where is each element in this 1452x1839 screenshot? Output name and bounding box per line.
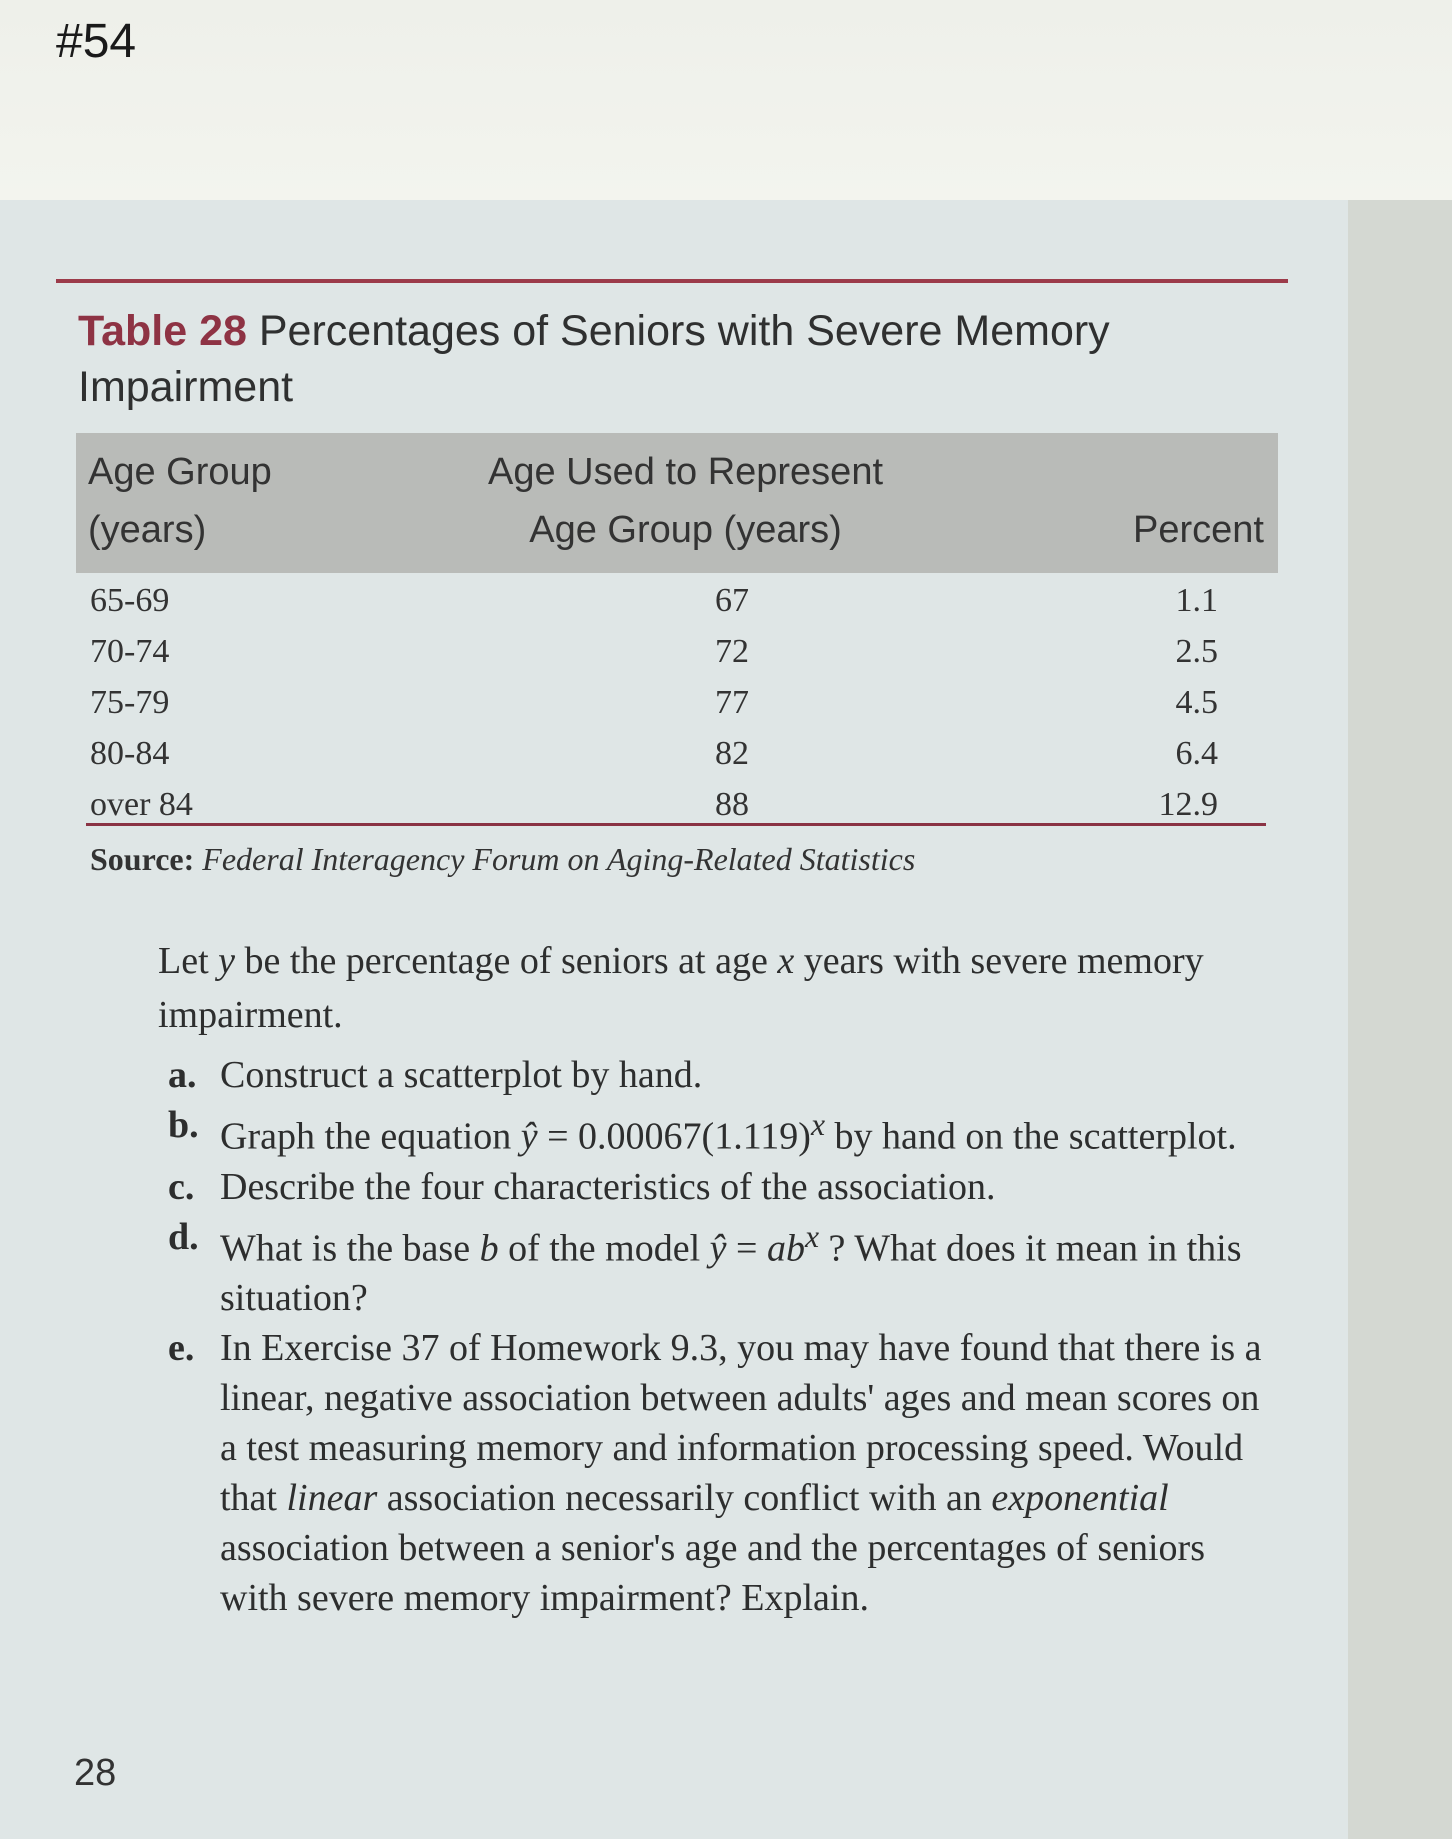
header-age-group-line2: (years) <box>88 509 207 551</box>
header-represent-line2: Age Group (years) <box>529 509 842 551</box>
part-c <box>168 1162 1278 1212</box>
part-letter: a. <box>168 1054 197 1096</box>
table-source <box>90 841 915 878</box>
cell-age-group: 65-69 <box>90 582 170 619</box>
part-letter: b. <box>168 1104 199 1146</box>
part-letter: c. <box>168 1165 195 1208</box>
intro-text: years with severe memory impairment. <box>158 940 1204 1036</box>
part-letter: e. <box>168 1327 195 1370</box>
var-ab: ab <box>766 1227 805 1270</box>
part-text: association necessarily conflict with an <box>377 1477 992 1520</box>
table-row <box>76 677 1278 728</box>
part-a <box>168 1050 1278 1100</box>
cell-age: 67 <box>715 582 749 619</box>
part-b <box>168 1100 1278 1162</box>
source-text: Federal Interagency Forum on Aging-Related Statistics <box>202 841 916 877</box>
part-text: ? What does it mean in this situation? <box>220 1227 1242 1320</box>
part-text: = 0.00067(1.119) <box>537 1115 811 1158</box>
cell-age-group: 75-79 <box>90 684 170 721</box>
var-b: b <box>479 1227 499 1270</box>
emphasis-exponential: exponential <box>991 1477 1169 1520</box>
handwritten-exercise-number: #54 <box>56 15 137 68</box>
cell-age-group: over 84 <box>90 786 193 823</box>
table-body <box>76 575 1278 830</box>
header-age-group <box>88 443 272 559</box>
cell-percent: 4.5 <box>1175 684 1218 721</box>
cell-percent: 2.5 <box>1175 633 1218 670</box>
cell-age: 88 <box>715 786 749 823</box>
exercise-intro <box>158 934 1278 1042</box>
cell-percent: 6.4 <box>1175 735 1218 772</box>
page-number: 28 <box>74 1752 117 1794</box>
header-percent: Percent <box>1133 509 1264 551</box>
header-represent-age <box>488 443 883 559</box>
table-top-rule <box>56 279 1288 283</box>
part-e <box>168 1323 1278 1623</box>
table-header <box>76 433 1278 573</box>
table-title-text: Percentages of Seniors with Severe Memory Impairment <box>78 307 1110 411</box>
table-number: Table 28 <box>78 307 247 355</box>
part-text: What is the base <box>220 1227 480 1270</box>
emphasis-linear: linear <box>286 1477 378 1520</box>
var-x: x <box>777 940 795 982</box>
part-d <box>168 1212 1278 1324</box>
table-title <box>78 303 1258 415</box>
part-text: of the model <box>498 1227 710 1270</box>
top-margin <box>0 0 1452 200</box>
exponent-x: x <box>804 1218 820 1254</box>
cell-age: 72 <box>715 633 749 670</box>
part-text: Graph the equation <box>220 1115 521 1158</box>
cell-percent: 1.1 <box>1175 582 1218 619</box>
intro-text: Let <box>158 940 219 982</box>
part-text: association between a senior's age and the percentages of seniors with severe memory impairment? Explain. <box>220 1527 1205 1620</box>
source-label: Source: <box>90 841 195 877</box>
part-text: = <box>726 1227 767 1270</box>
cell-age-group: 70-74 <box>90 633 170 670</box>
cell-percent: 12.9 <box>1158 786 1218 823</box>
exercise-parts <box>168 1050 1278 1623</box>
cell-age-group: 80-84 <box>90 735 170 772</box>
table-row <box>76 626 1278 677</box>
intro-text: be the percentage of seniors at age <box>235 940 778 982</box>
part-text: Construct a scatterplot by hand. <box>220 1054 703 1096</box>
page-edge-shadow <box>1348 200 1452 1839</box>
cell-age: 82 <box>715 735 749 772</box>
y-hat-symbol: ŷ <box>709 1227 727 1270</box>
part-text: In Exercise 37 of Homework 9.3, you may have found that there is a linear, negative association between adults' ages and mean scores on a test measuring memory and information processing speed. Would that <box>220 1327 1262 1520</box>
table-row <box>76 575 1278 626</box>
cell-age: 77 <box>715 684 749 721</box>
var-y: y <box>218 940 236 982</box>
part-text: Describe the four characteristics of the association. <box>220 1165 996 1208</box>
table-row <box>76 728 1278 779</box>
header-represent-line1: Age Used to Represent <box>488 451 884 493</box>
part-text: by hand on the scatterplot. <box>825 1115 1237 1158</box>
part-letter: d. <box>168 1215 199 1258</box>
table-bottom-rule <box>86 823 1266 826</box>
y-hat-symbol: ŷ <box>520 1115 538 1158</box>
header-age-group-line1: Age Group <box>88 451 272 493</box>
exponent-x: x <box>810 1107 826 1142</box>
